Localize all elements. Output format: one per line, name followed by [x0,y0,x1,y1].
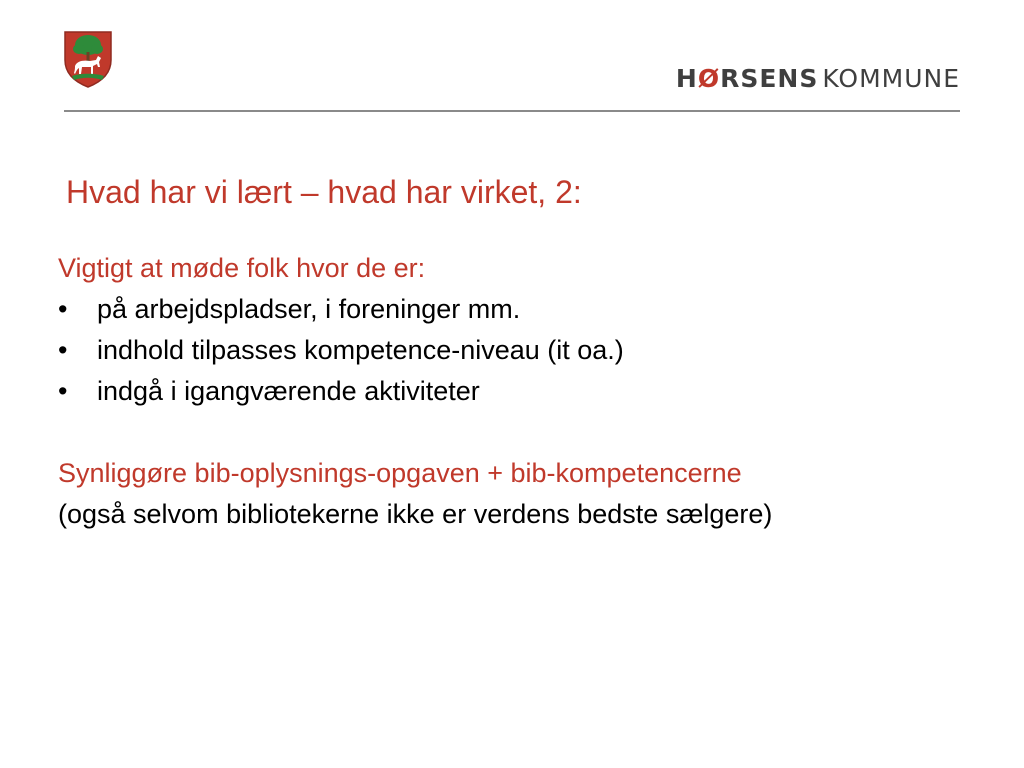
bullet-marker: • [58,376,68,406]
note-text: (også selvom bibliotekerne ikke er verdens bedste sælgere) [58,499,773,529]
brand-bold-accent: Ø [697,64,721,93]
intro-text: Vigtigt at møde folk hvor de er: [58,253,426,283]
slide-title: Hvad har vi lært – hvad har virket, 2: [66,174,582,210]
bullet-marker: • [58,335,68,365]
spacer [58,412,978,453]
brand-logo-bold [676,64,818,93]
brand-bold-prefix: H [675,64,698,93]
bullet-list [58,289,978,412]
list-item [58,330,978,371]
highlight-text: Synliggøre bib-oplysnings-opgaven + bib-kompetencerne [58,458,742,488]
header-divider [64,110,960,112]
list-item [58,371,978,412]
bullet-text: indhold tilpasses kompetence-niveau (it oa.) [97,335,624,365]
brand-logo [676,64,960,94]
list-item [58,289,978,330]
slide-body [58,248,978,535]
horse-crest-icon [63,30,113,88]
bullet-text: indgå i igangværende aktiviteter [97,376,480,406]
brand-bold-suffix: RSENS [720,64,819,93]
bullet-marker: • [58,294,68,324]
bullet-text: på arbejdspladser, i foreninger mm. [97,294,521,324]
brand-logo-light: KOMMUNE [822,64,960,93]
